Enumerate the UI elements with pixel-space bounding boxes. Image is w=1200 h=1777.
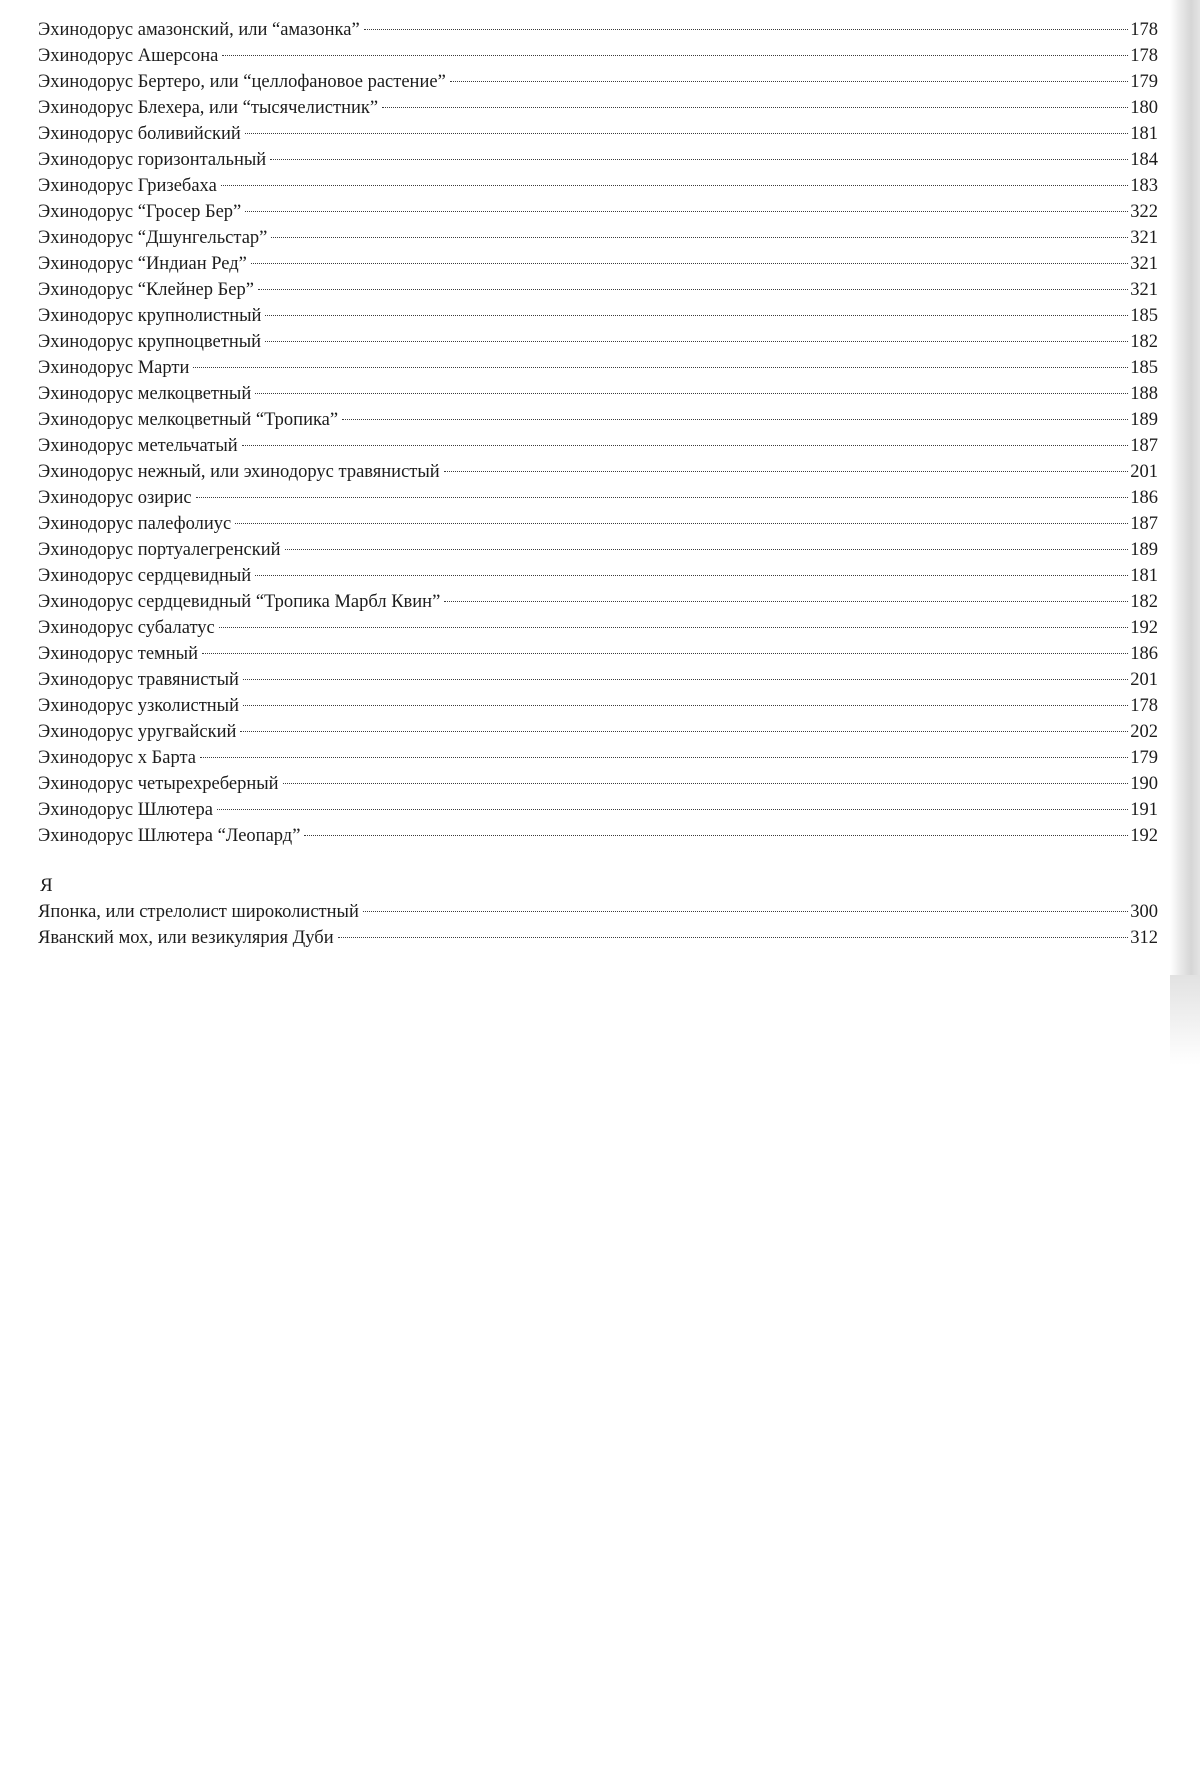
dot-leader: [444, 601, 1128, 602]
entry-title: Эхинодорус метельчатый: [38, 436, 238, 456]
entry-title: Эхинодорус крупноцветный: [38, 332, 262, 352]
entry-page-number: 202: [1130, 722, 1158, 742]
index-entry: [38, 485, 1158, 511]
index-entry: [38, 121, 1158, 147]
dot-leader: [235, 523, 1128, 524]
index-entry: [38, 43, 1158, 69]
index-list-section-e: [38, 17, 1158, 849]
entry-page-number: 185: [1130, 358, 1158, 378]
index-entry: [38, 719, 1158, 745]
entry-title: Эхинодорус сердцевидный “Тропика Марбл Квин”: [38, 592, 441, 612]
entry-page-number: 322: [1130, 202, 1158, 222]
entry-page-number: 187: [1130, 436, 1158, 456]
dot-leader: [283, 783, 1129, 784]
index-entry: [38, 199, 1158, 225]
entry-page-number: 321: [1130, 254, 1158, 274]
entry-page-number: 184: [1130, 150, 1158, 170]
entry-page-number: 201: [1130, 462, 1158, 482]
dot-leader: [245, 211, 1128, 212]
index-entry: [38, 17, 1158, 43]
dot-leader: [304, 835, 1128, 836]
index-entry: [38, 433, 1158, 459]
entry-page-number: 178: [1130, 46, 1158, 66]
entry-page-number: 321: [1130, 228, 1158, 248]
dot-leader: [382, 107, 1128, 108]
entry-page-number: 180: [1130, 98, 1158, 118]
entry-title: Эхинодорус “Клейнер Бер”: [38, 280, 254, 300]
entry-page-number: 185: [1130, 306, 1158, 326]
index-entry: [38, 303, 1158, 329]
entry-page-number: 189: [1130, 540, 1158, 560]
dot-leader: [271, 237, 1128, 238]
dot-leader: [196, 497, 1129, 498]
index-entry: [38, 899, 1158, 925]
entry-page-number: 188: [1130, 384, 1158, 404]
entry-title: Эхинодорус крупнолистный: [38, 306, 262, 326]
entry-page-number: 183: [1130, 176, 1158, 196]
entry-page-number: 186: [1130, 644, 1158, 664]
index-entry: [38, 407, 1158, 433]
index-entry: [38, 667, 1158, 693]
entry-title: Эхинодорус узколистный: [38, 696, 240, 716]
entry-title: Японка, или стрелолист широколистный: [38, 902, 359, 922]
dot-leader: [217, 809, 1128, 810]
index-entry: [38, 589, 1158, 615]
scan-shadow-edge: [1170, 0, 1200, 975]
entry-title: Эхинодорус Гризебаха: [38, 176, 217, 196]
dot-leader: [255, 575, 1128, 576]
index-entry: [38, 147, 1158, 173]
index-entry: [38, 251, 1158, 277]
index-entry: [38, 641, 1158, 667]
index-entry: [38, 537, 1158, 563]
entry-page-number: 312: [1130, 928, 1158, 948]
dot-leader: [242, 445, 1129, 446]
index-entry: [38, 95, 1158, 121]
entry-page-number: 187: [1130, 514, 1158, 534]
entry-page-number: 192: [1130, 826, 1158, 846]
entry-page-number: 201: [1130, 670, 1158, 690]
dot-leader: [255, 393, 1128, 394]
index-page: [38, 17, 1158, 951]
entry-title: Эхинодорус субалатус: [38, 618, 215, 638]
index-entry: [38, 381, 1158, 407]
dot-leader: [450, 81, 1128, 82]
entry-page-number: 189: [1130, 410, 1158, 430]
index-entry: [38, 771, 1158, 797]
index-entry: [38, 745, 1158, 771]
entry-page-number: 321: [1130, 280, 1158, 300]
index-list-section-ya: [38, 899, 1158, 951]
index-entry: [38, 511, 1158, 537]
entry-title: Эхинодорус темный: [38, 644, 198, 664]
index-entry: [38, 459, 1158, 485]
index-entry: [38, 225, 1158, 251]
index-entry: [38, 173, 1158, 199]
entry-title: Эхинодорус портуалегренский: [38, 540, 281, 560]
index-entry: [38, 797, 1158, 823]
entry-page-number: 178: [1130, 696, 1158, 716]
entry-title: Эхинодорус Шлютера: [38, 800, 213, 820]
dot-leader: [219, 627, 1128, 628]
dot-leader: [243, 705, 1128, 706]
entry-page-number: 190: [1130, 774, 1158, 794]
entry-page-number: 179: [1130, 748, 1158, 768]
entry-title: Эхинодорус Марти: [38, 358, 190, 378]
dot-leader: [444, 471, 1129, 472]
index-entry: [38, 615, 1158, 641]
entry-title: Эхинодорус боливийский: [38, 124, 241, 144]
index-entry: [38, 925, 1158, 951]
dot-leader: [363, 911, 1128, 912]
entry-title: Эхинодорус четырехреберный: [38, 774, 279, 794]
entry-page-number: 178: [1130, 20, 1158, 40]
entry-title: Эхинодорус Бертеро, или “целлофановое растение”: [38, 72, 446, 92]
entry-title: Эхинодорус уругвайский: [38, 722, 237, 742]
dot-leader: [221, 185, 1128, 186]
entry-title: Яванский мох, или везикулярия Дуби: [38, 928, 334, 948]
entry-title: Эхинодорус мелкоцветный “Тропика”: [38, 410, 339, 430]
dot-leader: [240, 731, 1128, 732]
entry-title: Эхинодорус мелкоцветный: [38, 384, 252, 404]
dot-leader: [342, 419, 1128, 420]
index-entry: [38, 693, 1158, 719]
index-entry: [38, 563, 1158, 589]
dot-leader: [265, 341, 1128, 342]
dot-leader: [258, 289, 1128, 290]
entry-title: Эхинодорус Ашерсона: [38, 46, 219, 66]
entry-title: Эхинодорус “Индиан Ред”: [38, 254, 247, 274]
entry-page-number: 182: [1130, 332, 1158, 352]
entry-title: Эхинодорус горизонтальный: [38, 150, 267, 170]
entry-page-number: 186: [1130, 488, 1158, 508]
entry-page-number: 181: [1130, 124, 1158, 144]
section-letter-ya: Я: [40, 875, 53, 896]
entry-page-number: 300: [1130, 902, 1158, 922]
index-entry: [38, 69, 1158, 95]
entry-page-number: 182: [1130, 592, 1158, 612]
dot-leader: [285, 549, 1129, 550]
entry-page-number: 181: [1130, 566, 1158, 586]
entry-title: Эхинодорус Блехера, или “тысячелистник”: [38, 98, 379, 118]
dot-leader: [222, 55, 1128, 56]
index-entry: [38, 277, 1158, 303]
index-entry: [38, 329, 1158, 355]
entry-title: Эхинодорус сердцевидный: [38, 566, 252, 586]
dot-leader: [338, 937, 1129, 938]
entry-page-number: 191: [1130, 800, 1158, 820]
entry-title: Эхинодорус озирис: [38, 488, 192, 508]
dot-leader: [265, 315, 1128, 316]
dot-leader: [202, 653, 1128, 654]
entry-title: Эхинодорус амазонский, или “амазонка”: [38, 20, 360, 40]
entry-title: Эхинодорус х Барта: [38, 748, 196, 768]
entry-title: Эхинодорус “Дшунгельстар”: [38, 228, 268, 248]
entry-title: Эхинодорус травянистый: [38, 670, 239, 690]
dot-leader: [245, 133, 1128, 134]
dot-leader: [193, 367, 1128, 368]
dot-leader: [251, 263, 1128, 264]
entry-title: Эхинодорус палефолиус: [38, 514, 232, 534]
dot-leader: [200, 757, 1128, 758]
scan-shadow-fade: [1170, 975, 1200, 1065]
entry-title: Эхинодорус “Гросер Бер”: [38, 202, 242, 222]
index-entry: [38, 355, 1158, 381]
entry-page-number: 179: [1130, 72, 1158, 92]
entry-page-number: 192: [1130, 618, 1158, 638]
entry-title: Эхинодорус нежный, или эхинодорус травянистый: [38, 462, 440, 482]
dot-leader: [364, 29, 1129, 30]
entry-title: Эхинодорус Шлютера “Леопард”: [38, 826, 301, 846]
dot-leader: [270, 159, 1128, 160]
index-entry: [38, 823, 1158, 849]
dot-leader: [243, 679, 1128, 680]
